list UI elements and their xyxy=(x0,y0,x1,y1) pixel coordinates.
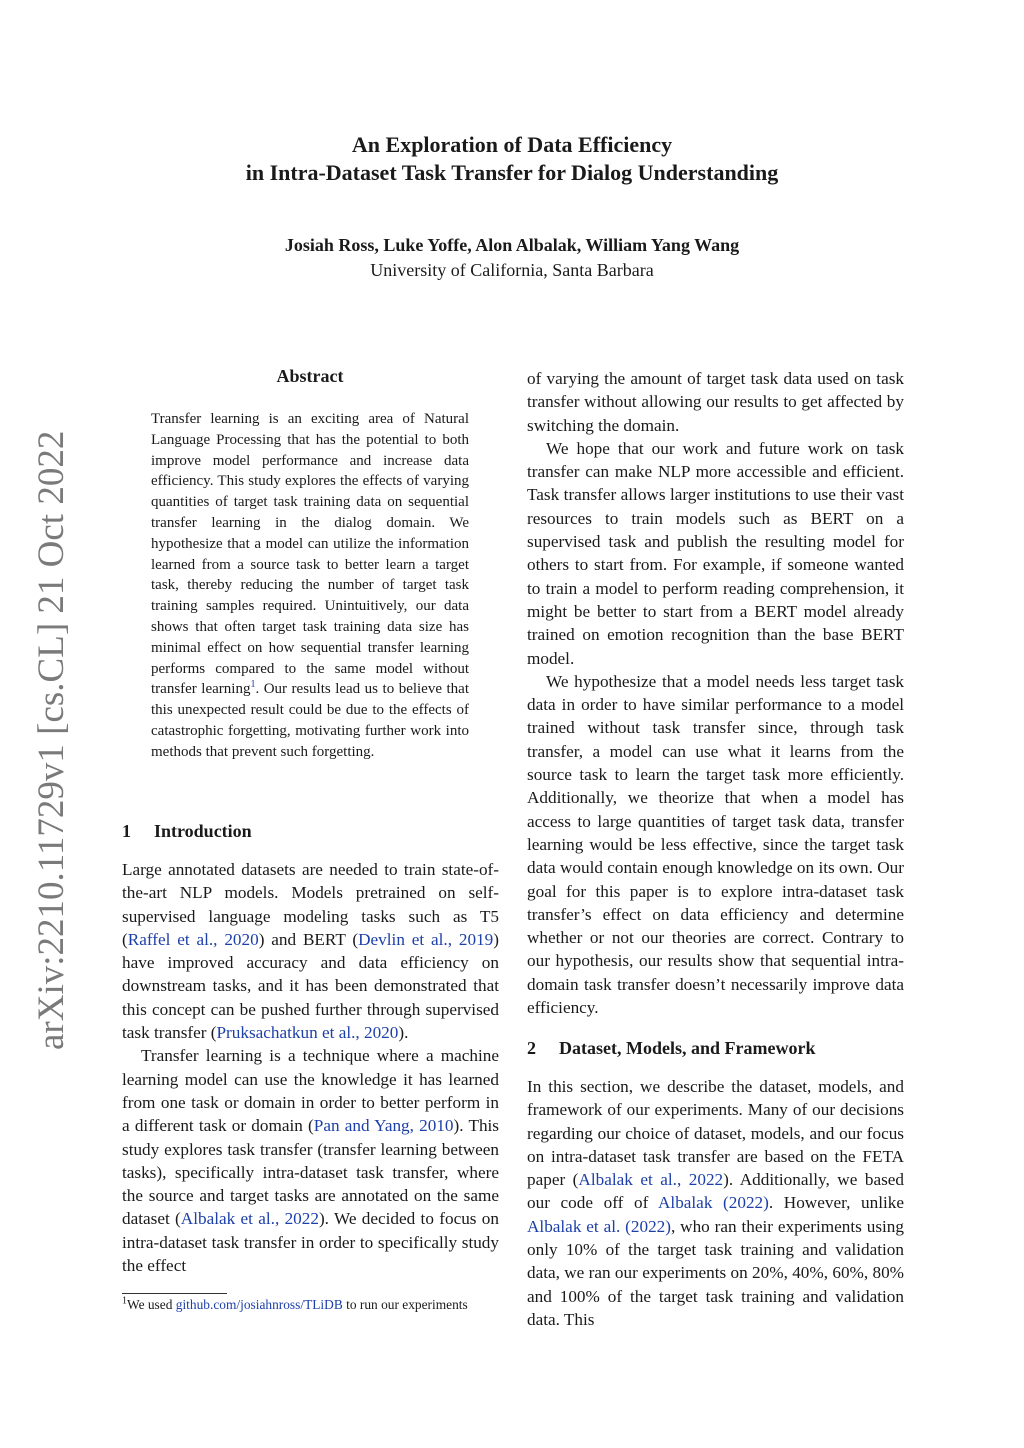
citation-link[interactable]: Albalak et al., 2022 xyxy=(578,1170,724,1190)
right-paragraph-2: We hope that our work and future work on task transfer can make NLP more accessible and efficient. Task transfer allows larger institutions to use their vast resources to train models such as BERT on a supervised task and publish the resulting model for others to start from. For example, if someone wanted to train a model to perform reading comprehension, it might be better to start from a BERT model already trained on emotion recognition than the base BERT model. xyxy=(527,438,904,668)
abstract-body xyxy=(151,409,469,763)
citation-link[interactable]: Albalak (2022) xyxy=(658,1193,769,1213)
citation-link[interactable]: Pan and Yang, 2010 xyxy=(313,1116,454,1136)
left-column-body xyxy=(122,858,499,1277)
citation-link[interactable]: Devlin et al., 2019 xyxy=(358,929,494,949)
citation-link[interactable]: Pruksachatkun et al., 2020 xyxy=(216,1023,399,1043)
title-line-2: in Intra-Dataset Task Transfer for Dialog Understanding xyxy=(245,160,779,185)
footnote: $^1$We used github.com/josiahnross/TLiDB to run our experiments xyxy=(122,1295,468,1312)
section-title: Dataset, Models, and Framework xyxy=(559,1038,816,1058)
intro-paragraph-2: Transfer learning is a technique where a machine learning model can use the knowledge it has learned from one task or domain in order to better perform in a different task or domain (Pan and Yang, 2010). This study explores task transfer (transfer learning between tasks), specifically intra-dataset task transfer, where the source and target tasks are annotated on the same dataset (Albalak et al., 2022). We decided to focus on intra-dataset task transfer in order to specifically study the effect xyxy=(122,1046,499,1276)
arxiv-stamp-container xyxy=(30,430,72,1050)
section-number: 2 xyxy=(527,1038,536,1058)
abstract-text: Transfer learning is an exciting area of Natural Language Processing that has the potential to both improve model performance and increase data efficiency. This study explores the effects of varying quantities of target task training data on sequential transfer learning in the dialog domain. We hypothesize that a model can utilize the information learned from a source task to better learn a target task, thereby reducing the number of target task training samples required. Unintuitively, our data shows that often target task training data size has minimal effect on how sequential transfer learning performs compared to the same model without transfer learning xyxy=(151,411,469,698)
section-heading-dataset xyxy=(527,1038,815,1059)
section2-body xyxy=(527,1075,904,1331)
footnote-ref[interactable]: 1 xyxy=(250,679,256,691)
section-number: 1 xyxy=(122,821,131,841)
section-heading-introduction xyxy=(122,821,252,842)
section-title: Introduction xyxy=(154,821,252,841)
affiliation: University of California, Santa Barbara xyxy=(370,260,654,280)
abstract-heading: Abstract xyxy=(276,366,344,386)
abstract-text-continued: . Our results lead us to believe that this unexpected result could be due to the effects of catastrophic forgetting, motivating further work into methods that prevent such forgetting. xyxy=(151,681,469,760)
section2-paragraph: In this section, we describe the dataset, models, and framework of our experiments. Many of our decisions regarding our choice of dataset, models, and our focus on intra-dataset task transfer are based on the FETA paper (Albalak et al., 2022). Additionally, we based our code off of Albalak (2022). However, unlike Albalak et al. (2022), who ran their experiments using only 10% of the target task training and validation data, we ran our experiments on 20%, 40%, 60%, 80% and 100% of the target task training and validation data. This xyxy=(527,1077,905,1329)
footnote-mark: 1 xyxy=(122,1295,127,1307)
citation-link[interactable]: Raffel et al., 2020 xyxy=(127,929,259,949)
citation-link[interactable]: Albalak et al. (2022) xyxy=(527,1216,671,1236)
arxiv-identifier: arXiv:2210.11729v1 [cs.CL] 21 Oct 2022 xyxy=(31,430,72,1050)
right-column-body xyxy=(527,367,904,1019)
citation-link[interactable]: Albalak et al., 2022 xyxy=(180,1209,319,1229)
right-paragraph-1: of varying the amount of target task data used on task transfer without allowing our results to get affected by switching the domain. xyxy=(527,369,904,435)
title-line-1: An Exploration of Data Efficiency xyxy=(351,132,673,157)
footnote-divider xyxy=(122,1293,227,1294)
intro-paragraph-1: Large annotated datasets are needed to train state-of-the-art NLP models. Models pretrained on self-supervised language modeling tasks such as T5 (Raffel et al., 2020) and BERT (Devlin et al., 2019) have improved accuracy and data efficiency on downstream tasks, and it has been demonstrated that this concept can be pushed further through supervised task transfer (Pruksachatkun et al., 2020). xyxy=(122,860,499,1043)
right-paragraph-3: We hypothesize that a model needs less target task data in order to have similar performance to a model trained without task transfer since, through task transfer, a model can use what it learns from the source task to learn the target task more efficiently. Additionally, we theorize that when a model has access to large quantities of target task data, transfer learning would be less effective, since the target task data would contain enough knowledge on its own. Our goal for this paper is to explore intra-dataset task transfer’s effect on data efficiency and determine whether or not our theories are correct. Contrary to our hypothesis, our results show that sequential intra-domain task transfer doesn’t necessarily improve data efficiency. xyxy=(527,671,904,1018)
paper-title xyxy=(0,131,1024,187)
github-link[interactable]: github.com/josiahnross/TLiDB xyxy=(175,1297,343,1312)
authors: Josiah Ross, Luke Yoffe, Alon Albalak, William Yang Wang xyxy=(284,235,740,255)
